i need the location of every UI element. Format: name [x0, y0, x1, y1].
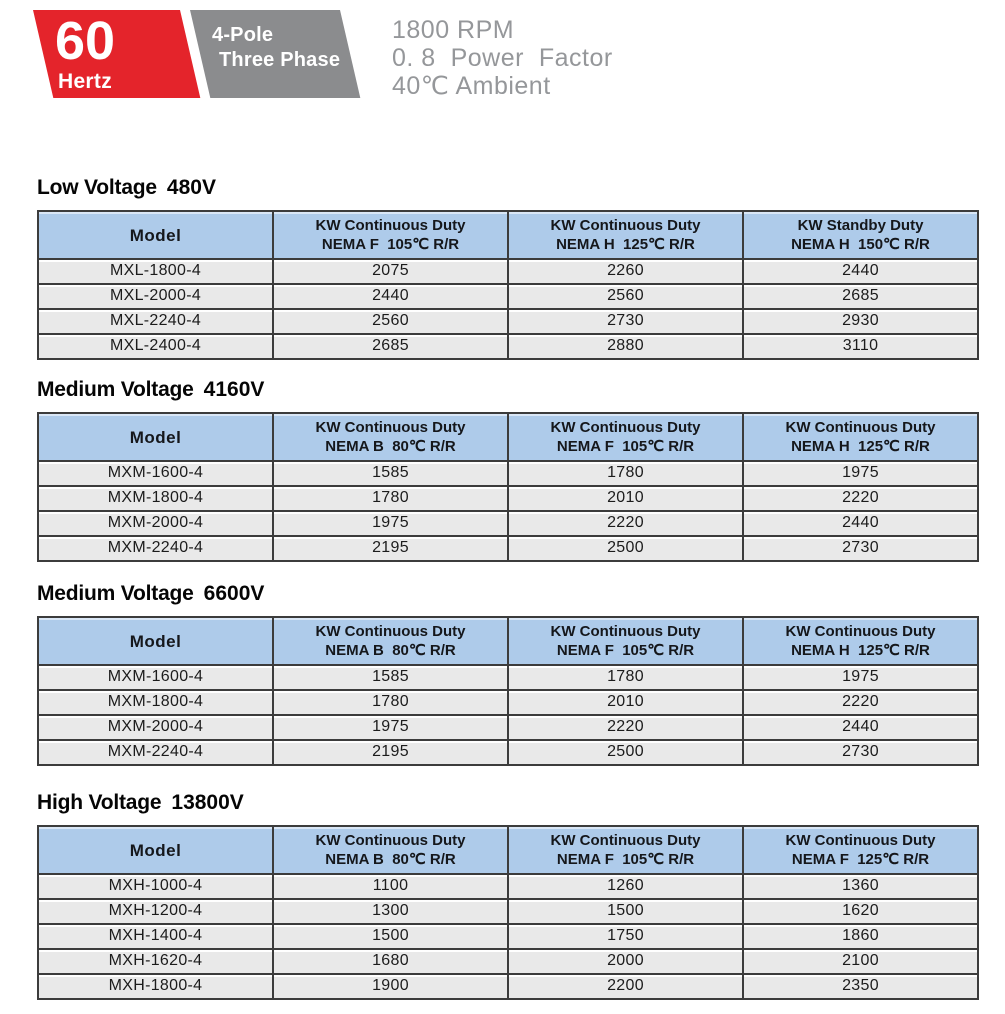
kw-value-cell: 2440 — [743, 259, 978, 284]
column-header-title: KW Continuous Duty — [550, 832, 701, 849]
model-cell: MXM-2240-4 — [38, 536, 273, 561]
column-header-model: Model — [38, 826, 273, 874]
table-header — [38, 826, 978, 874]
section-high-voltage-13800v — [37, 791, 1005, 1000]
column-header-title: KW Continuous Duty — [785, 832, 936, 849]
section-title-label: Low Voltage — [37, 176, 157, 199]
model-cell: MXM-2240-4 — [38, 740, 273, 765]
table-row — [38, 899, 978, 924]
kw-value-cell: 2560 — [508, 284, 743, 309]
table-body — [38, 665, 978, 765]
table-row — [38, 974, 978, 999]
kw-value-cell: 2685 — [743, 284, 978, 309]
kw-value-cell: 2500 — [508, 740, 743, 765]
column-header-subtitle: NEMA B 80℃ R/R — [325, 642, 456, 659]
kw-value-cell: 2500 — [508, 536, 743, 561]
kw-value-cell: 2220 — [743, 486, 978, 511]
model-cell: MXL-1800-4 — [38, 259, 273, 284]
kw-value-cell: 2440 — [743, 715, 978, 740]
model-cell: MXH-1800-4 — [38, 974, 273, 999]
kw-value-cell: 2220 — [508, 511, 743, 536]
table-header — [38, 211, 978, 259]
column-header — [743, 211, 978, 259]
kw-value-cell: 1620 — [743, 899, 978, 924]
column-header-title: KW Continuous Duty — [315, 623, 466, 640]
column-header-subtitle: NEMA F 105℃ R/R — [321, 236, 460, 253]
kw-value-cell: 2350 — [743, 974, 978, 999]
column-header-title: KW Standby Duty — [797, 217, 924, 234]
spec-power-factor: 0. 8 Power Factor — [392, 44, 613, 72]
table-row — [38, 715, 978, 740]
column-header-title: KW Continuous Duty — [315, 419, 466, 436]
kw-value-cell: 2730 — [743, 536, 978, 561]
section-title-voltage: 4160V — [203, 378, 265, 401]
kw-value-cell: 1780 — [508, 461, 743, 486]
kw-value-cell: 2730 — [743, 740, 978, 765]
table-row — [38, 536, 978, 561]
section-low-voltage-480v — [37, 176, 1005, 360]
kw-value-cell: 2200 — [508, 974, 743, 999]
kw-value-cell: 1585 — [273, 665, 508, 690]
column-header-subtitle: NEMA F 125℃ R/R — [791, 851, 930, 868]
spec-ambient: 40℃ Ambient — [392, 72, 551, 100]
kw-value-cell: 1360 — [743, 874, 978, 899]
column-header — [508, 617, 743, 665]
kw-value-cell: 1260 — [508, 874, 743, 899]
spec-table-480v — [37, 210, 979, 360]
table-row — [38, 486, 978, 511]
kw-value-cell: 2685 — [273, 334, 508, 359]
column-header-title: KW Continuous Duty — [785, 419, 936, 436]
model-cell: MXH-1000-4 — [38, 874, 273, 899]
section-title — [37, 791, 1005, 815]
table-header — [38, 413, 978, 461]
model-cell: MXH-1200-4 — [38, 899, 273, 924]
model-cell: MXH-1400-4 — [38, 924, 273, 949]
kw-value-cell: 1780 — [273, 486, 508, 511]
kw-value-cell: 2010 — [508, 486, 743, 511]
model-cell: MXM-1800-4 — [38, 690, 273, 715]
section-medium-voltage-4160v — [37, 378, 1005, 562]
kw-value-cell: 1780 — [508, 665, 743, 690]
column-header-subtitle: NEMA F 105℃ R/R — [556, 438, 695, 455]
column-header-subtitle: NEMA H 125℃ R/R — [791, 438, 930, 455]
model-cell: MXM-2000-4 — [38, 715, 273, 740]
model-cell: MXL-2400-4 — [38, 334, 273, 359]
frequency-value: 60 — [54, 11, 116, 71]
section-title — [37, 378, 1005, 402]
kw-value-cell: 2075 — [273, 259, 508, 284]
column-header-subtitle: NEMA F 105℃ R/R — [556, 642, 695, 659]
column-header-subtitle: NEMA B 80℃ R/R — [325, 851, 456, 868]
column-header-title: KW Continuous Duty — [315, 217, 466, 234]
section-title — [37, 582, 1005, 606]
kw-value-cell: 1975 — [273, 715, 508, 740]
column-header-subtitle: NEMA B 80℃ R/R — [325, 438, 456, 455]
spec-table-13800v — [37, 825, 979, 1000]
kw-value-cell: 2930 — [743, 309, 978, 334]
column-header — [743, 413, 978, 461]
kw-value-cell: 2880 — [508, 334, 743, 359]
section-title-voltage: 480V — [166, 176, 216, 199]
table-row — [38, 740, 978, 765]
column-header — [743, 617, 978, 665]
model-cell: MXL-2000-4 — [38, 284, 273, 309]
column-header-title: KW Continuous Duty — [550, 217, 701, 234]
column-header-model: Model — [38, 413, 273, 461]
model-cell: MXL-2240-4 — [38, 309, 273, 334]
kw-value-cell: 1900 — [273, 974, 508, 999]
kw-value-cell: 2195 — [273, 536, 508, 561]
column-header — [508, 826, 743, 874]
kw-value-cell: 2560 — [273, 309, 508, 334]
kw-value-cell: 1975 — [743, 461, 978, 486]
column-header-subtitle: NEMA H 150℃ R/R — [791, 236, 930, 253]
kw-value-cell: 1860 — [743, 924, 978, 949]
spec-table-6600v — [37, 616, 979, 766]
kw-value-cell: 2440 — [743, 511, 978, 536]
kw-value-cell: 1975 — [743, 665, 978, 690]
column-header-title: KW Continuous Duty — [785, 623, 936, 640]
column-header-subtitle: NEMA F 105℃ R/R — [556, 851, 695, 868]
column-header-title: KW Continuous Duty — [550, 419, 701, 436]
section-title — [37, 176, 1005, 200]
kw-value-cell: 1975 — [273, 511, 508, 536]
model-cell: MXM-1600-4 — [38, 665, 273, 690]
header-banner — [0, 0, 1005, 130]
spec-rpm: 1800 RPM — [392, 16, 515, 44]
kw-value-cell: 2100 — [743, 949, 978, 974]
spec-table-4160v — [37, 412, 979, 562]
header-row — [38, 617, 978, 665]
kw-value-cell: 2195 — [273, 740, 508, 765]
column-header — [273, 413, 508, 461]
section-title-label: High Voltage — [37, 791, 162, 814]
column-header — [273, 617, 508, 665]
section-medium-voltage-6600v — [37, 582, 1005, 766]
pole-badge-line1: 4-Pole — [212, 24, 274, 46]
kw-value-cell: 1585 — [273, 461, 508, 486]
column-header — [508, 211, 743, 259]
column-header-model: Model — [38, 211, 273, 259]
column-header-subtitle: NEMA H 125℃ R/R — [556, 236, 695, 253]
kw-value-cell: 2260 — [508, 259, 743, 284]
section-title-label: Medium Voltage — [37, 378, 194, 401]
table-row — [38, 949, 978, 974]
column-header — [273, 211, 508, 259]
kw-value-cell: 2730 — [508, 309, 743, 334]
header-row — [38, 826, 978, 874]
pole-badge-line2: Three Phase — [219, 49, 341, 71]
column-header — [743, 826, 978, 874]
column-header — [273, 826, 508, 874]
kw-value-cell: 2000 — [508, 949, 743, 974]
kw-value-cell: 1750 — [508, 924, 743, 949]
column-header — [508, 413, 743, 461]
kw-value-cell: 2220 — [743, 690, 978, 715]
content-area — [0, 176, 1005, 1000]
header-row — [38, 211, 978, 259]
spec-list — [392, 16, 613, 100]
kw-value-cell: 2010 — [508, 690, 743, 715]
table-body — [38, 259, 978, 359]
table-row — [38, 309, 978, 334]
column-header-title: KW Continuous Duty — [315, 832, 466, 849]
table-row — [38, 259, 978, 284]
section-title-voltage: 13800V — [171, 791, 244, 814]
table-row — [38, 924, 978, 949]
table-row — [38, 461, 978, 486]
table-row — [38, 690, 978, 715]
header-row — [38, 413, 978, 461]
kw-value-cell: 2440 — [273, 284, 508, 309]
column-header-subtitle: NEMA H 125℃ R/R — [791, 642, 930, 659]
section-title-voltage: 6600V — [203, 582, 265, 605]
table-header — [38, 617, 978, 665]
table-row — [38, 874, 978, 899]
kw-value-cell: 1500 — [508, 899, 743, 924]
kw-value-cell: 1780 — [273, 690, 508, 715]
kw-value-cell: 1300 — [273, 899, 508, 924]
model-cell: MXM-2000-4 — [38, 511, 273, 536]
table-row — [38, 665, 978, 690]
column-header-model: Model — [38, 617, 273, 665]
table-row — [38, 334, 978, 359]
table-body — [38, 874, 978, 999]
model-cell: MXM-1800-4 — [38, 486, 273, 511]
kw-value-cell: 1680 — [273, 949, 508, 974]
column-header-title: KW Continuous Duty — [550, 623, 701, 640]
kw-value-cell: 1100 — [273, 874, 508, 899]
table-row — [38, 511, 978, 536]
kw-value-cell: 3110 — [743, 334, 978, 359]
model-cell: MXM-1600-4 — [38, 461, 273, 486]
table-row — [38, 284, 978, 309]
frequency-unit: Hertz — [57, 70, 112, 93]
table-body — [38, 461, 978, 561]
kw-value-cell: 1500 — [273, 924, 508, 949]
section-title-label: Medium Voltage — [37, 582, 194, 605]
kw-value-cell: 2220 — [508, 715, 743, 740]
model-cell: MXH-1620-4 — [38, 949, 273, 974]
